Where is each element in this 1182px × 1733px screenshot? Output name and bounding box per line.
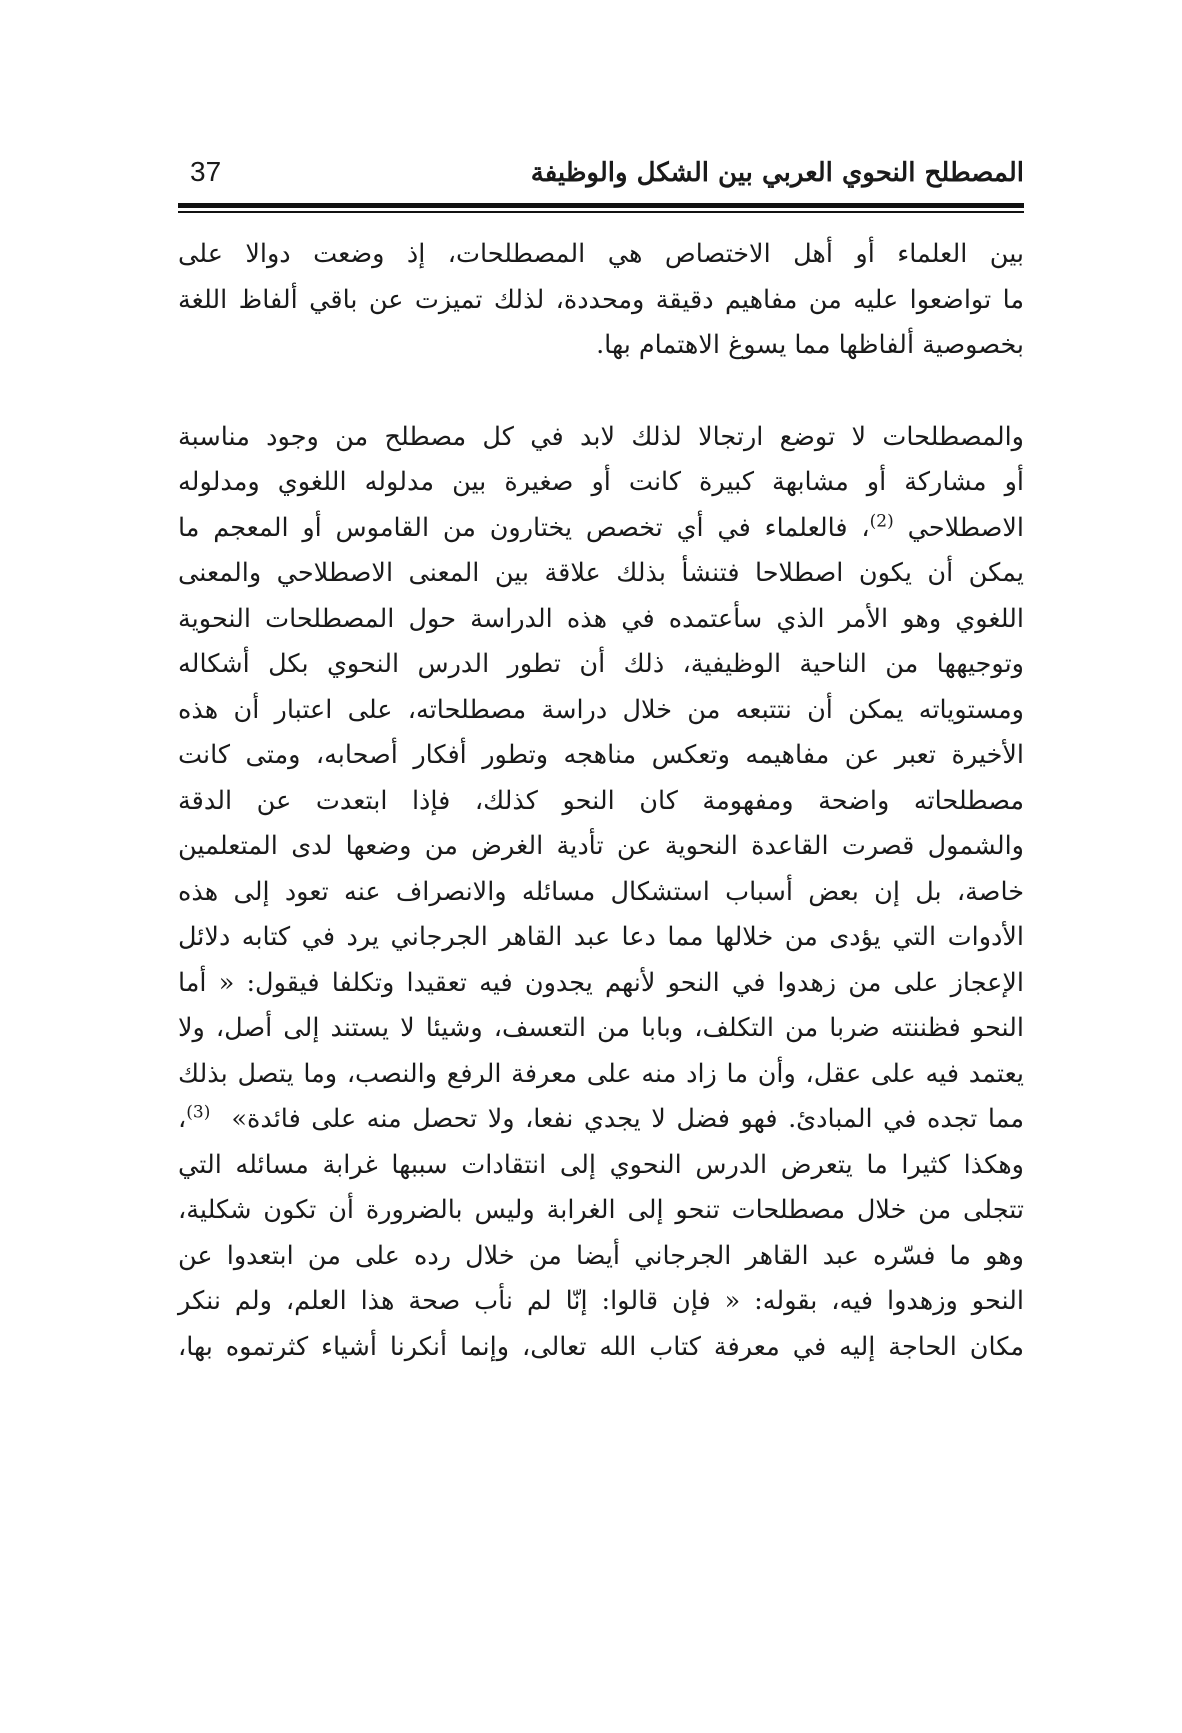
paragraph-2 bbox=[178, 415, 1024, 1371]
text-line: مكان الحاجة إليه في معرفة كتاب الله تعالى، وإنما أنكرنا أشياء كثرتموه بها، bbox=[178, 1331, 1024, 1362]
paragraph-1 bbox=[178, 232, 1024, 369]
text-line: مصطلحاته واضحة ومفهومة كان النحو كذلك، فإذا ابتعدت عن الدقة bbox=[178, 785, 1024, 816]
text-line: اللغوي وهو الأمر الذي سأعتمده في هذه الدراسة حول المصطلحات النحوية bbox=[178, 603, 1024, 634]
text-line: النحو فظننته ضربا من التكلف، وبابا من التعسف، وشيئا لا يستند إلى أصل، ولا bbox=[178, 1013, 1024, 1043]
text-segment: مما تجده في المبادئ. فهو فضل لا يجدي نفعا، ولا تحصل منه على فائدة» bbox=[231, 1104, 1024, 1134]
text-line: وهكذا كثيرا ما يتعرض الدرس النحوي إلى انتقادات سببها غرابة مسائله التي bbox=[178, 1149, 1024, 1180]
page-number: 37 bbox=[190, 156, 222, 187]
text-line: ومستوياته يمكن أن نتتبعه من خلال دراسة مصطلحاته، على اعتبار أن هذه bbox=[178, 694, 1024, 725]
text-line bbox=[178, 1097, 1024, 1143]
text-line bbox=[178, 506, 1024, 552]
text-line: ما تواضعوا عليه من مفاهيم دقيقة ومحددة، لذلك تميزت عن باقي ألفاظ اللغة bbox=[178, 284, 1024, 315]
footnote-ref-2[interactable]: (2) bbox=[869, 511, 894, 531]
text-line: والمصطلحات لا توضع ارتجالا لذلك لابد في كل مصطلح من وجود مناسبة bbox=[178, 421, 1024, 452]
book-title: المصطلح النحوي العربي بين الشكل والوظيفة bbox=[530, 158, 1024, 188]
text-line: بخصوصية ألفاظها مما يسوغ الاهتمام بها. bbox=[596, 330, 1024, 360]
header-rule-thick bbox=[178, 203, 1024, 208]
text-line: النحو وزهدوا فيه، بقوله: « فإن قالوا: إنّا لم نأب صحة هذا العلم، ولم ننكر bbox=[178, 1286, 1024, 1316]
body-text bbox=[178, 232, 1024, 1370]
text-line: يعتمد فيه على عقل، وأن ما زاد منه على معرفة الرفع والنصب، وما يتصل بذلك bbox=[178, 1058, 1024, 1089]
header-rule-thin bbox=[178, 211, 1024, 213]
footnote-ref-3[interactable]: (3) bbox=[186, 1102, 211, 1123]
text-line: خاصة، بل إن بعض أسباب استشكال مسائله والانصراف عنه تعود إلى هذه bbox=[178, 876, 1024, 907]
text-line: الإعجاز على من زهدوا في النحو لأنهم يجدون فيه تعقيدا وتكلفا فيقول: « أما bbox=[178, 967, 1024, 998]
text-line: الأدوات التي يؤدى من خلالها مما دعا عبد القاهر الجرجاني يرد في كتابه دلائل bbox=[178, 922, 1024, 952]
running-header bbox=[178, 152, 1024, 202]
text-line: أو مشاركة أو مشابهة كبيرة كانت أو صغيرة بين مدلوله اللغوي ومدلوله bbox=[178, 467, 1024, 497]
text-line: الأخيرة تعبر عن مفاهيمه وتعكس مناهجه وتطور أفكار أصحابه، ومتى كانت bbox=[178, 740, 1024, 770]
text-line: تتجلى من خلال مصطلحات تنحو إلى الغرابة وليس بالضرورة أن تكون شكلية، bbox=[178, 1195, 1024, 1225]
text-segment: ، فالعلماء في أي تخصص يختارون من القاموس أو المعجم ما bbox=[178, 512, 870, 543]
text-line: وتوجيهها من الناحية الوظيفية، ذلك أن تطور الدرس النحوي بكل أشكاله bbox=[178, 649, 1024, 679]
paragraph-gap bbox=[178, 369, 1024, 415]
text-line: بين العلماء أو أهل الاختصاص هي المصطلحات، إذ وضعت دوالا على bbox=[178, 239, 1024, 269]
text-segment: ، bbox=[178, 1104, 187, 1134]
text-line: والشمول قصرت القاعدة النحوية عن تأدية الغرض من وضعها لدى المتعلمين bbox=[178, 831, 1024, 861]
text-line: يمكن أن يكون اصطلاحا فتنشأ بذلك علاقة بين المعنى الاصطلاحي والمعنى bbox=[178, 558, 1024, 588]
text-line: وهو ما فسّره عبد القاهر الجرجاني أيضا من خلال رده على من ابتعدوا عن bbox=[178, 1240, 1024, 1271]
text-segment: الاصطلاحي bbox=[907, 512, 1024, 543]
